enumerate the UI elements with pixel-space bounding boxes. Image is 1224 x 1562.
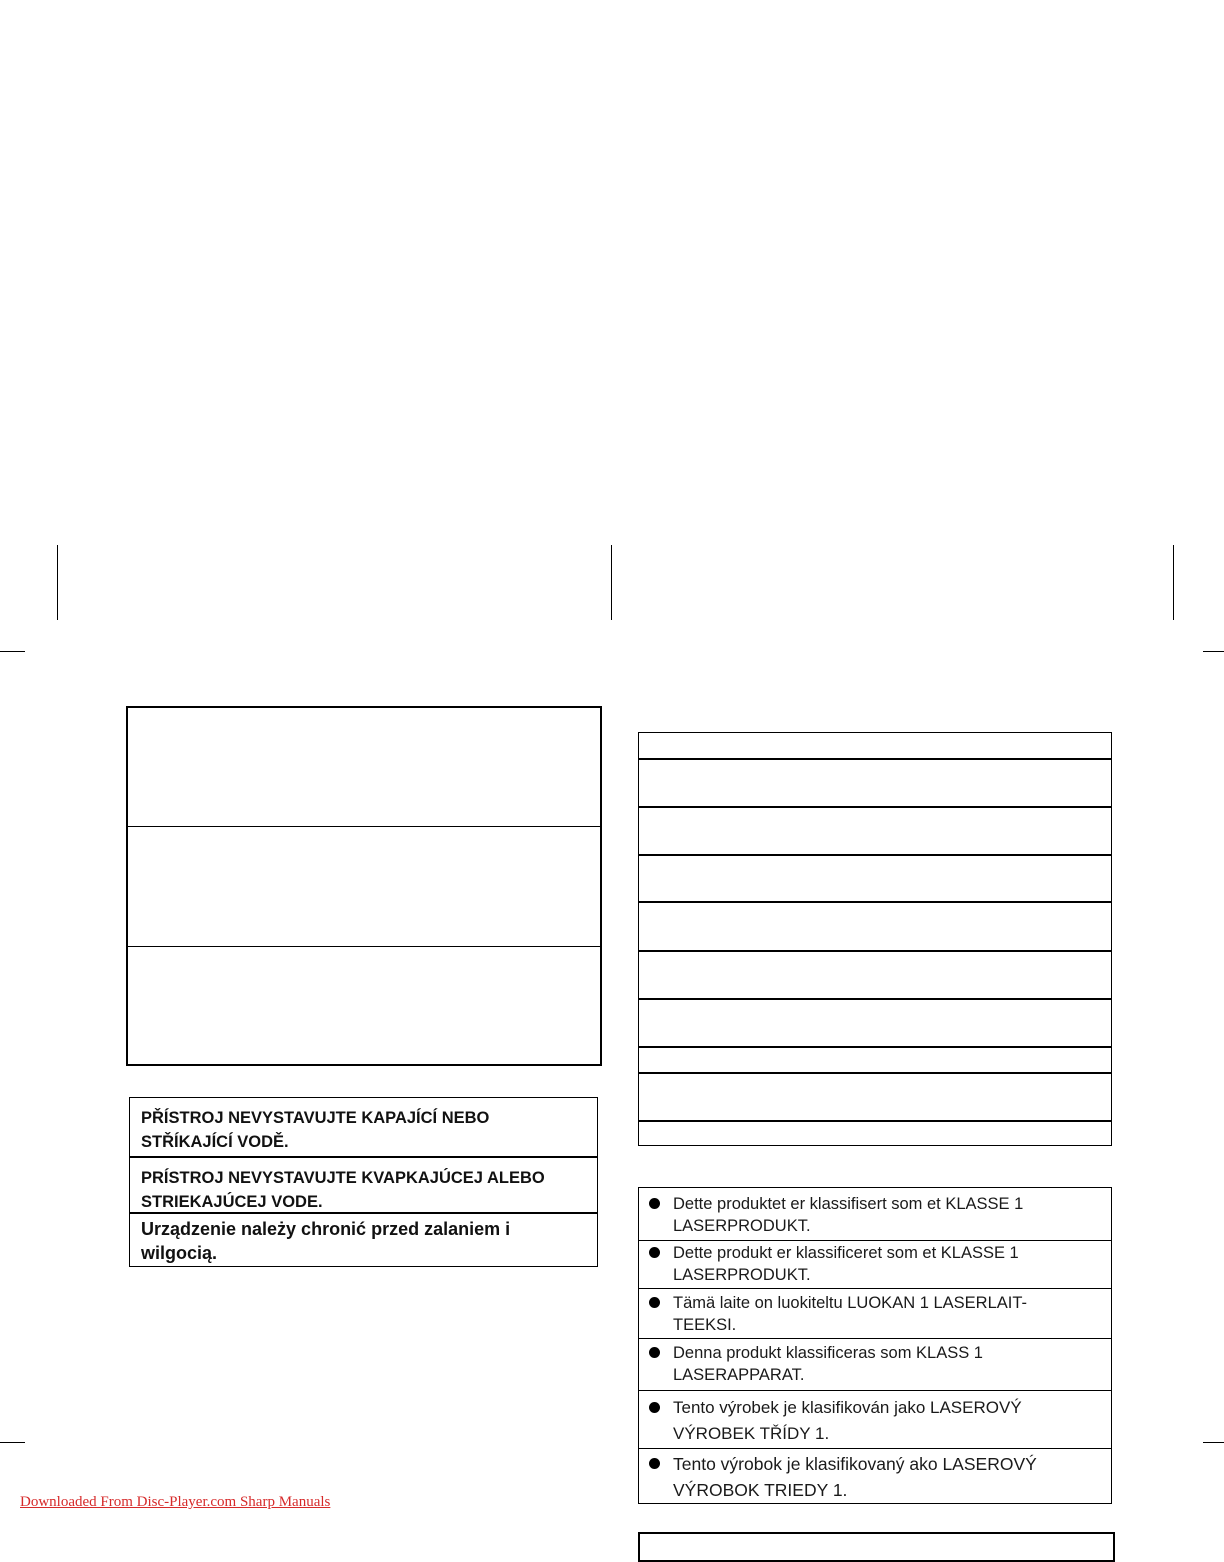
bullet-icon [649, 1402, 660, 1413]
list-item [639, 1395, 1079, 1447]
list-item-text: Dette produkt er klassificeret som et KLASSE 1 LASERPRODUKT. [673, 1244, 1019, 1284]
table-row-divider [639, 1046, 1111, 1048]
list-item-text: Dette produktet er klassifisert som et KLASSE 1 LASERPRODUKT. [673, 1195, 1024, 1235]
table-row-divider [639, 854, 1111, 856]
list-divider [639, 1240, 1111, 1241]
list-divider [639, 1338, 1111, 1339]
bullet-icon [649, 1347, 660, 1358]
laser-classification-list [638, 1187, 1112, 1504]
crop-mark [57, 545, 58, 620]
warning-slovak: PRÍSTROJ NEVYSTAVUJTE KVAPKAJÚCEJ ALEBO STRIEKAJÚCEJ VODE. [141, 1169, 545, 1211]
list-item [639, 1342, 1079, 1386]
bullet-icon [649, 1247, 660, 1258]
crop-mark [1173, 545, 1174, 620]
list-item-text: Tämä laite on luokiteltu LUOKAN 1 LASERLAIT-TEEKSI. [673, 1294, 1027, 1334]
list-item-text: Tento výrobok je klasifikovaný ako LASEROVÝ VÝROBOK TRIEDY 1. [673, 1454, 1037, 1500]
table-row-divider [639, 1072, 1111, 1074]
crop-mark [1203, 651, 1224, 652]
empty-notice-box [126, 706, 602, 1066]
warning-polish: Urządzenie należy chronić przed zalaniem i wilgocią. [141, 1219, 511, 1263]
table-row-divider [639, 998, 1111, 1000]
box-divider [128, 826, 600, 827]
box-divider [128, 946, 600, 947]
crop-mark [0, 651, 25, 652]
bullet-icon [649, 1297, 660, 1308]
list-item-text: Denna produkt klassificeras som KLASS 1 LASERAPPARAT. [673, 1344, 983, 1384]
list-item [639, 1292, 1079, 1336]
table-row-divider [639, 950, 1111, 952]
table-row-divider [639, 806, 1111, 808]
empty-table [638, 732, 1112, 1146]
table-row-divider [639, 758, 1111, 760]
list-item-text: Tento výrobek je klasifikován jako LASEROVÝ VÝROBEK TŘÍDY 1. [673, 1398, 1022, 1443]
crop-mark [611, 545, 612, 620]
list-item [639, 1242, 1079, 1286]
cut-off-box [638, 1532, 1115, 1562]
bullet-icon [649, 1198, 660, 1209]
crop-mark [0, 1442, 25, 1443]
water-warning-box [129, 1097, 598, 1267]
list-divider [639, 1390, 1111, 1391]
crop-mark [1203, 1442, 1224, 1443]
table-row-divider [639, 901, 1111, 903]
table-row-divider [639, 1120, 1111, 1122]
list-divider [639, 1448, 1111, 1449]
warning-czech: PŘÍSTROJ NEVYSTAVUJTE KAPAJÍCÍ NEBO STŘÍKAJÍCÍ VODĚ. [141, 1109, 490, 1151]
list-divider [639, 1288, 1111, 1289]
list-item [639, 1193, 1079, 1237]
bullet-icon [649, 1458, 660, 1469]
list-item [639, 1451, 1079, 1503]
footer-download-link[interactable]: Downloaded From Disc-Player.com Sharp Manuals [20, 1494, 331, 1510]
